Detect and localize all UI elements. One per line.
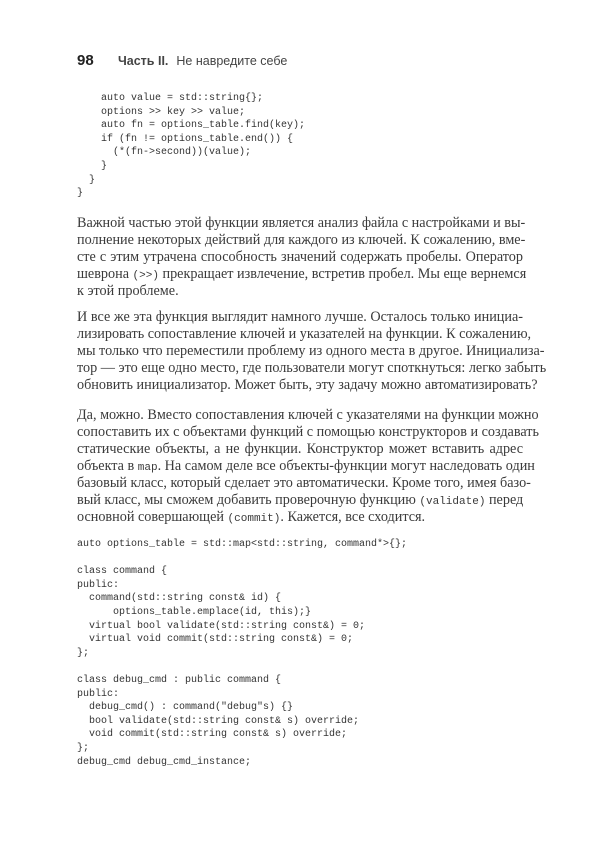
text-line xyxy=(77,492,523,509)
text-segment: шеврона xyxy=(77,266,133,282)
text-segment: вый класс, мы сможем добавить проверочную функцию xyxy=(77,492,420,508)
text-line: базовый класс, который сделает это автоматически. Кроме того, имея базо- xyxy=(77,475,531,491)
text-segment: объекта в xyxy=(77,458,138,474)
text-segment: перед xyxy=(485,492,524,508)
inline-code: (validate) xyxy=(419,496,486,508)
text-line: И все же эта функция выглядит намного лучше. Осталось только инициа- xyxy=(77,309,523,325)
text-segment: прекращает извлечение, встретив пробел. Мы еще вернемся xyxy=(158,266,527,282)
text-line: мы только что переместили проблему из одного места в другое. Инициализа- xyxy=(77,343,545,359)
code-block-2: auto options_table = std::map<std::string, command*>{}; class command { public: command(std::string const& id) { options_table.emplace(id, this);} virtual bool validate(std::string const&) = 0; virtual void commit(std::string const&) = 0; }; class debug_cmd : public command { public: debug_cmd() : command("debug"s) {} bool validate(std::string const& s) override; void commit(std::string const& s) override; }; debug_cmd debug_cmd_instance; xyxy=(77,539,408,768)
text-line: Важной частью этой функции является анализ файла с настройками и вы- xyxy=(77,215,526,231)
text-segment: основной совершающей xyxy=(77,509,228,525)
part-label: Часть II. xyxy=(118,54,169,68)
paragraph-3 xyxy=(77,407,539,526)
text-segment: . Кажется, все сходится. xyxy=(280,509,426,525)
text-line xyxy=(77,266,527,283)
text-line: сте с этим утрачена способность значений содержать пробелы. Оператор xyxy=(77,249,523,265)
text-line xyxy=(77,509,523,526)
running-header xyxy=(77,52,287,69)
text-line: обновить инициализатор. Может быть, эту задачу можно автоматизировать? xyxy=(77,377,538,393)
inline-code: (>>) xyxy=(132,270,159,282)
text-line: Да, можно. Вместо сопоставления ключей с указателями на функции можно xyxy=(77,407,539,423)
inline-code: (commit) xyxy=(227,513,281,525)
text-line: статические объекты, а не функции. Конструктор может вставить адрес xyxy=(77,441,523,457)
text-line: лизировать сопоставление ключей и указателей на функции. К сожалению, xyxy=(77,326,532,342)
inline-code: map xyxy=(137,462,158,474)
code-block-1: auto value = std::string{}; options >> key >> value; auto fn = options_table.find(key); if (fn != options_table.end()) { (*(fn->second))(value); } } } xyxy=(77,93,306,200)
paragraph-1 xyxy=(77,215,527,300)
text-line: к этой проблеме. xyxy=(77,283,179,299)
page-number: 98 xyxy=(77,52,94,69)
text-line xyxy=(77,458,535,475)
text-segment: . На самом деле все объекты-функции могут наследовать один xyxy=(157,458,535,474)
text-line: полнение некоторых действий для каждого из ключей. К сожалению, вме- xyxy=(77,232,526,248)
chapter-title: Не навредите себе xyxy=(176,54,288,68)
paragraph-2 xyxy=(77,309,547,394)
text-line: тор — это еще одно место, где пользователи могут споткнуться: легко забыть xyxy=(77,360,547,376)
text-line: сопоставить их с объектами функций с помощью конструкторов и создавать xyxy=(77,424,539,440)
